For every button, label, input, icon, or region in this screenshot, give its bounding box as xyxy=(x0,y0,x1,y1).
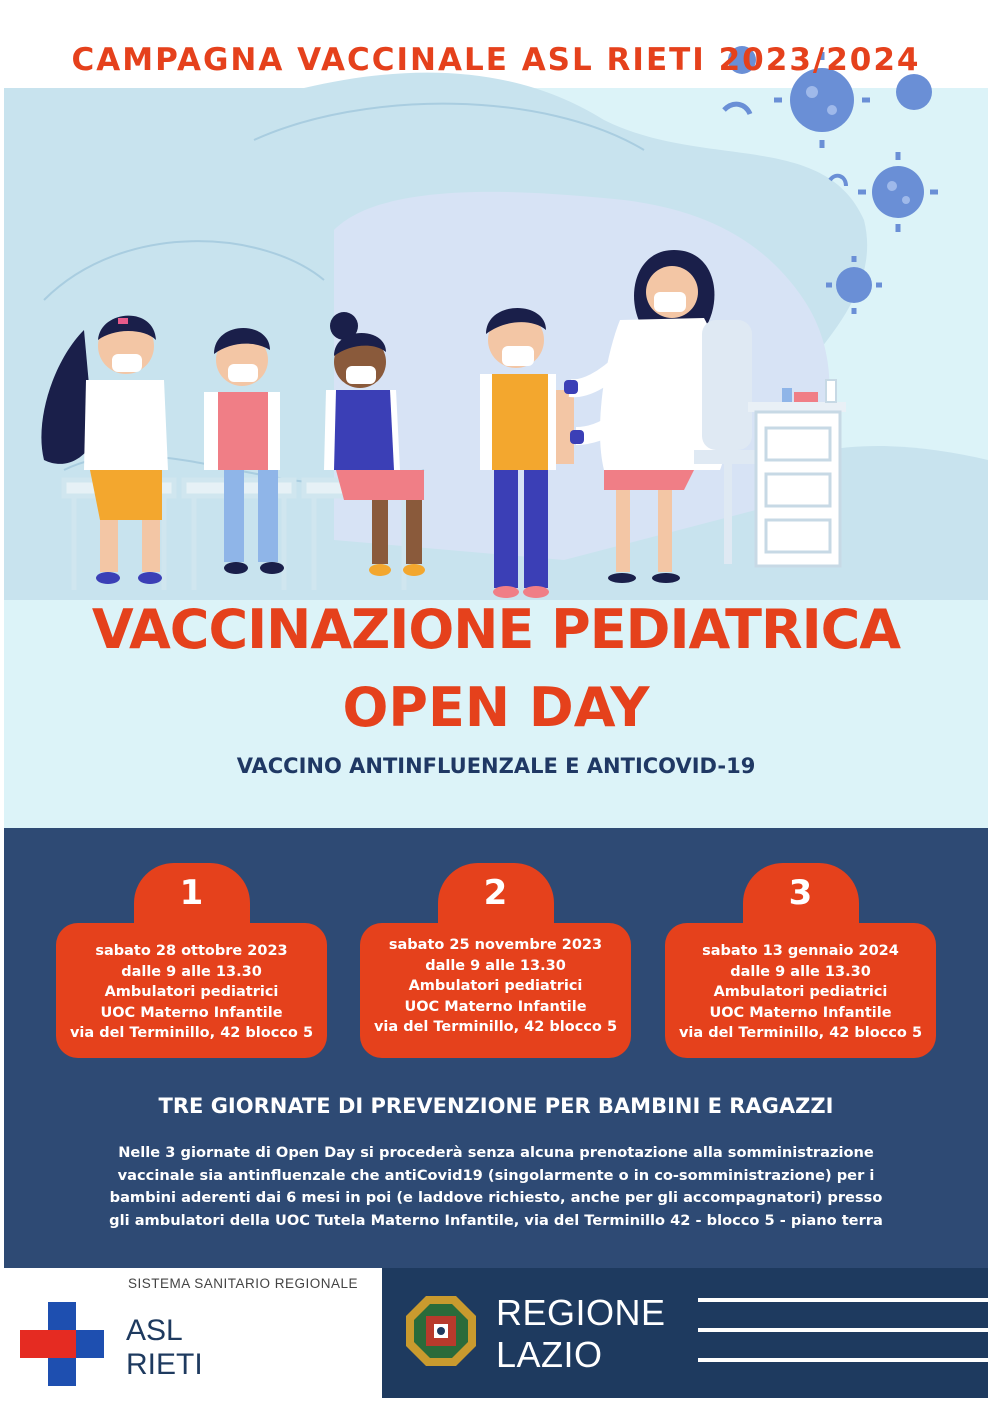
date-card-3 xyxy=(665,873,936,1058)
date-card-address: via del Terminillo, 42 blocco 5 xyxy=(69,1025,314,1041)
date-card-time: dalle 9 alle 13.30 xyxy=(730,963,871,980)
info-section xyxy=(4,828,988,1268)
hero-section xyxy=(4,0,988,828)
date-card-details xyxy=(360,935,631,1038)
date-card-place: Ambulatori pediatrici xyxy=(104,984,279,1000)
date-card-date: sabato 28 ottobre 2023 xyxy=(95,943,288,959)
prevention-heading: TRE GIORNATE DI PREVENZIONE PER BAMBINI E RAGAZZI xyxy=(158,1094,834,1118)
date-card-date: sabato 13 gennaio 2024 xyxy=(702,943,899,959)
vaccine-subtitle: VACCINO ANTINFLUENZALE E ANTICOVID-19 xyxy=(236,754,756,778)
main-title-line2: OPEN DAY xyxy=(342,676,650,739)
campaign-title: CAMPAGNA VACCINALE ASL RIETI 2023/2024 xyxy=(71,42,921,78)
date-card-place: Ambulatori pediatrici xyxy=(408,978,583,994)
date-card-details xyxy=(56,941,327,1044)
asl-city: RIETI xyxy=(126,1348,203,1381)
date-card-unit: UOC Materno Infantile xyxy=(100,1004,283,1021)
info-paragraph-line: gli ambulatori della UOC Tutela Materno Infantile, via del Terminillo 42 - blocco 5 - piano terra xyxy=(109,1211,883,1229)
main-title-line1: VACCINAZIONE PEDIATRICA xyxy=(91,598,901,661)
lazio-label: LAZIO xyxy=(496,1334,603,1375)
regione-lazio-footer xyxy=(382,1268,988,1398)
date-card-number: 3 xyxy=(788,873,813,913)
info-paragraph xyxy=(18,1142,974,1232)
medical-cabinet xyxy=(748,380,846,566)
regione-label: REGIONE xyxy=(496,1292,666,1333)
date-card-1 xyxy=(56,873,327,1058)
info-paragraph-line: bambini aderenti dai 6 mesi in poi (e laddove richiesto, anche per gli accompagnatori) presso xyxy=(109,1189,883,1206)
ssr-label: SISTEMA SANITARIO REGIONALE xyxy=(128,1276,359,1291)
vaccination-poster xyxy=(4,0,988,1400)
decorative-stripe xyxy=(698,1328,988,1332)
asl-name: ASL xyxy=(126,1314,183,1347)
date-card-address: via del Terminillo, 42 blocco 5 xyxy=(373,1019,618,1035)
date-card-details xyxy=(665,941,936,1044)
vaccination-illustration xyxy=(4,20,988,620)
date-card-place: Ambulatori pediatrici xyxy=(713,984,888,1000)
date-card-number: 2 xyxy=(483,873,508,913)
date-card-address: via del Terminillo, 42 blocco 5 xyxy=(678,1025,923,1041)
decorative-stripe xyxy=(698,1358,988,1362)
date-card-date: sabato 25 novembre 2023 xyxy=(388,937,603,953)
date-card-time: dalle 9 alle 13.30 xyxy=(425,957,566,974)
date-card-2 xyxy=(360,873,631,1058)
date-card-unit: UOC Materno Infantile xyxy=(709,1004,892,1021)
date-card-unit: UOC Materno Infantile xyxy=(404,998,587,1015)
date-card-time: dalle 9 alle 13.30 xyxy=(121,963,262,980)
info-paragraph-line: vaccinale sia antinfluenzale che antiCovid19 (singolarmente o in co-somministrazione) per i xyxy=(117,1166,875,1184)
info-paragraph-line: Nelle 3 giornate di Open Day si procederà senza alcuna prenotazione alla somministrazione xyxy=(118,1144,874,1161)
date-card-number: 1 xyxy=(179,873,204,913)
decorative-stripe xyxy=(698,1298,988,1302)
regione-lazio-emblem-icon xyxy=(404,1294,478,1368)
red-blue-cross-icon xyxy=(20,1302,104,1386)
asl-rieti-footer xyxy=(4,1268,382,1400)
